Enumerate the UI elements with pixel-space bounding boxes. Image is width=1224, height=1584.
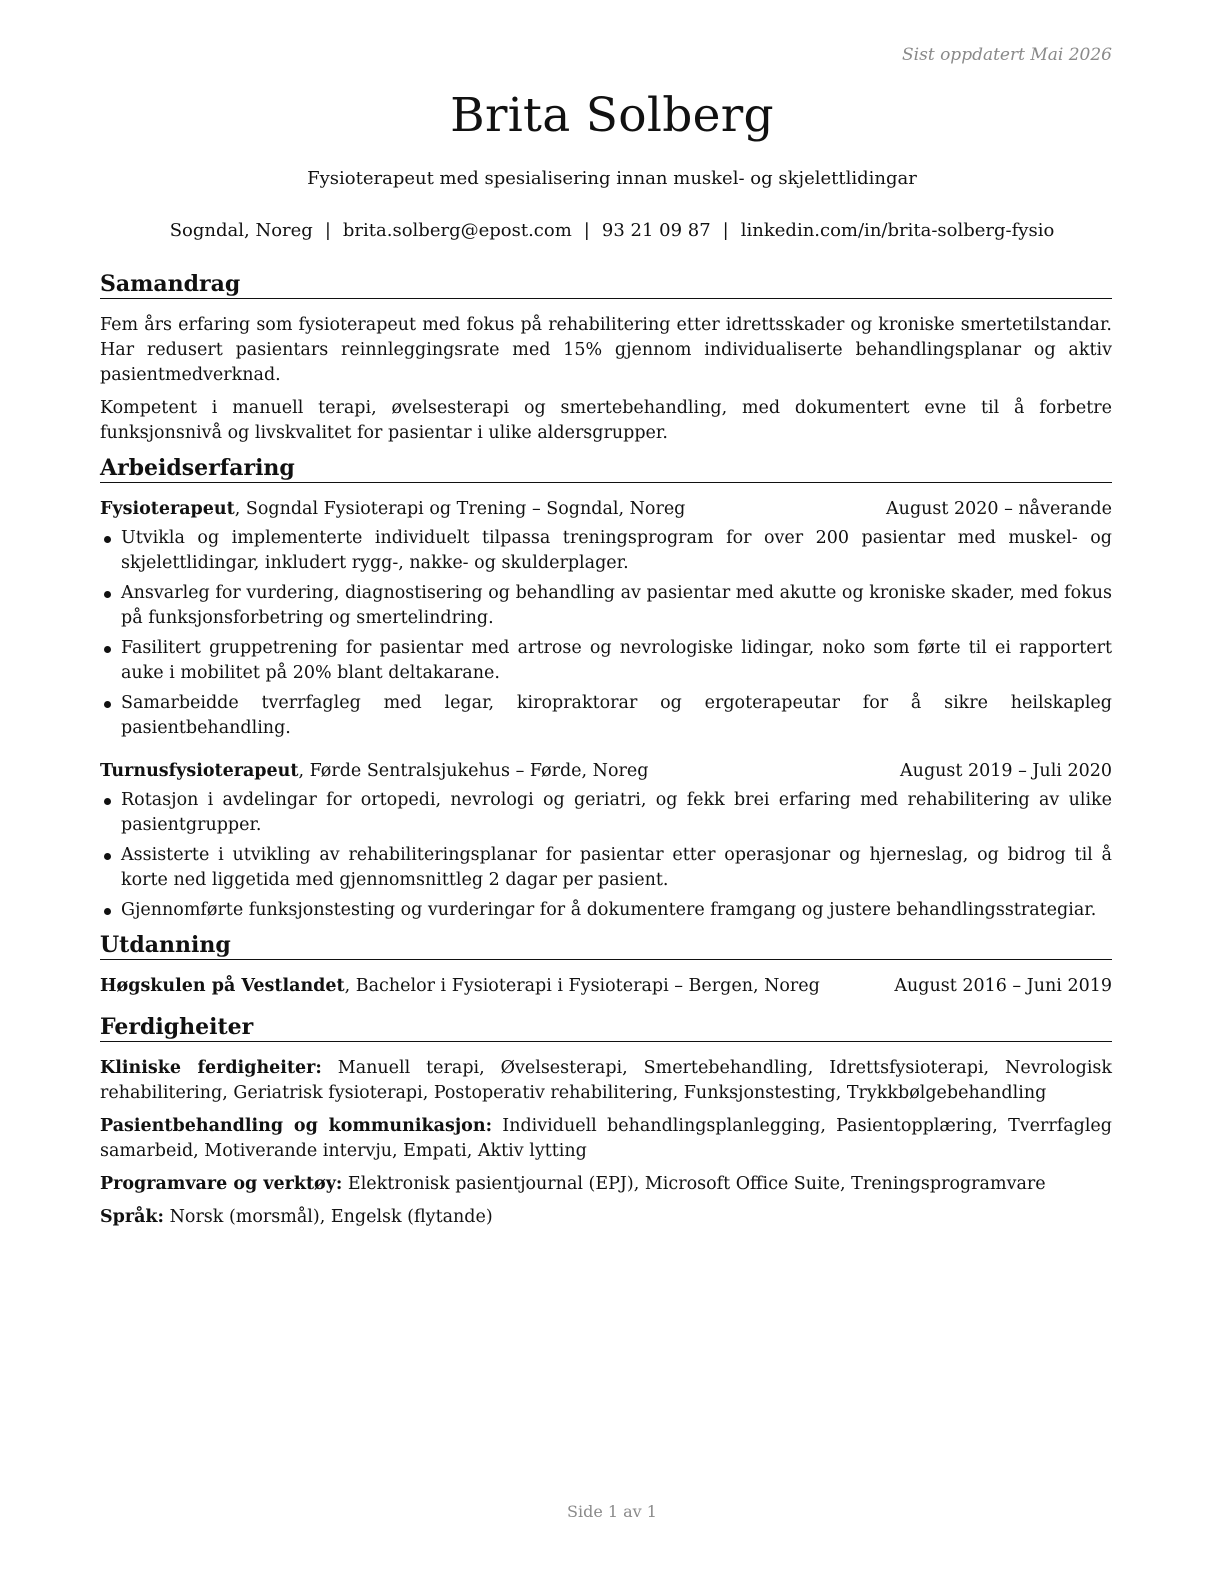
summary-paragraph: Kompetent i manuell terapi, øvelsesterapi og smertebehandling, med dokumentert evne til å forbetre funksjonsnivå og livskvalitet for pasientar i ulike aldersgrupper. [100,398,1112,443]
skill-group [100,1205,1112,1230]
job-bullet: Fasilitert gruppetrening for pasientar med artrose og nevrologiske lidingar, noko som førte til ei rapportert auke i mobilitet på 20% blant deltakarane. [100,636,1112,686]
contact-separator: | [324,220,331,241]
job-role: Turnusfysioterapeut [100,761,299,781]
resume-content [100,270,1112,1238]
job-bullets [100,526,1112,741]
skill-group [100,1172,1112,1197]
skill-group-label: Pasientbehandling og kommunikasjon: [100,1116,493,1136]
section-title-summary: Samandrag [100,270,1112,299]
section-title-experience: Arbeidserfaring [100,454,1112,483]
contact-phone: 93 21 09 87 [601,220,711,241]
education-dates: August 2016 – Juni 2019 [894,976,1112,996]
contact-email[interactable]: brita.solberg@epost.com [342,220,572,241]
job-bullet: Rotasjon i avdelingar for ortopedi, nevrologi og geriatri, og fekk brei erfaring med rehabilitering av ulike pasientgrupper. [100,788,1112,838]
job-bullets [100,788,1112,923]
education-degree: , Bachelor i Fysioterapi i Fysioterapi – Bergen, Noreg [344,976,820,996]
page-number: Side 1 av 1 [567,1502,657,1521]
skill-group [100,1056,1112,1106]
job-entry [100,759,1112,923]
skill-group-items: Norsk (morsmål), Engelsk (flytande) [164,1207,493,1227]
candidate-name: Brita Solberg [450,88,774,143]
summary-section [100,270,1112,446]
section-title-skills: Ferdigheiter [100,1013,1112,1042]
skill-group [100,1114,1112,1164]
contact-line [0,220,1224,241]
education-body [100,974,1112,999]
experience-body [100,497,1112,923]
job-header [100,497,1112,522]
job-header [100,759,1112,784]
skill-group-items: Elektronisk pasientjournal (EPJ), Microsoft Office Suite, Treningsprogramvare [342,1174,1046,1194]
contact-linkedin[interactable]: linkedin.com/in/brita-solberg-fysio [740,220,1055,241]
last-updated: Sist oppdatert Mai 2026 [902,45,1112,65]
education-entry [100,974,1112,999]
job-dates: August 2020 – nåverande [886,499,1112,519]
job-bullet: Assisterte i utvikling av rehabiliteringsplanar for pasientar etter operasjonar og hjerneslag, og bidrog til å korte ned liggetida med gjennomsnittleg 2 dagar per pasient. [100,843,1112,893]
education-title-line [100,974,820,999]
candidate-headline: Fysioterapeut med spesialisering innan muskel- og skjelettlidingar [307,168,917,189]
experience-section [100,454,1112,923]
skills-body [100,1056,1112,1230]
contact-separator: | [722,220,729,241]
summary-body [100,313,1112,446]
contact-location: Sogndal, Noreg [169,220,313,241]
job-employer: , Førde Sentralsjukehus – Førde, Noreg [298,761,649,781]
job-role: Fysioterapeut [100,499,235,519]
skill-group-items: Individuell behandlingsplanlegging, Pasientopplæring, Tverrfagleg samarbeid, Motiverande intervju, Empati, Aktiv lytting [100,1116,1112,1161]
job-dates: August 2019 – Juli 2020 [900,761,1112,781]
section-title-education: Utdanning [100,931,1112,960]
job-employer: , Sogndal Fysioterapi og Trening – Sogndal, Noreg [234,499,686,519]
skill-group-items: Manuell terapi, Øvelsesterapi, Smertebehandling, Idrettsfysioterapi, Nevrologisk rehabilitering, Geriatrisk fysioterapi, Postoperativ rehabilitering, Funksjonstesting, Trykkbølgebehandling [100,1058,1112,1103]
education-section [100,931,1112,999]
summary-paragraph: Fem års erfaring som fysioterapeut med fokus på rehabilitering etter idrettsskader og kroniske smertetilstandar. Har redusert pasientars reinnleggingsrate med 15% gjennom individualiserte behandlingsplanar og aktiv pasientmedverknad. [100,315,1112,385]
job-bullet: Ansvarleg for vurdering, diagnostisering og behandling av pasientar med akutte og kroniske skader, med fokus på funksjonsforbetring og smertelindring. [100,581,1112,631]
job-title-line [100,497,685,522]
job-title-line [100,759,648,784]
contact-separator: | [583,220,590,241]
skill-group-label: Programvare og verktøy: [100,1174,343,1194]
job-bullet: Utvikla og implementerte individuelt tilpassa treningsprogram for over 200 pasientar med muskel- og skjelettlidingar, inkludert rygg-, nakke- og skulderplager. [100,526,1112,576]
job-entry [100,497,1112,741]
education-school: Høgskulen på Vestlandet [100,976,345,996]
skill-group-label: Kliniske ferdigheiter: [100,1058,322,1078]
job-bullet: Samarbeidde tverrfagleg med legar, kiropraktorar og ergoterapeutar for å sikre heilskapleg pasientbehandling. [100,691,1112,741]
job-bullet: Gjennomførte funksjonstesting og vurderingar for å dokumentere framgang og justere behandlingsstrategiar. [100,898,1112,923]
skills-section [100,1013,1112,1230]
skill-group-label: Språk: [100,1207,165,1227]
